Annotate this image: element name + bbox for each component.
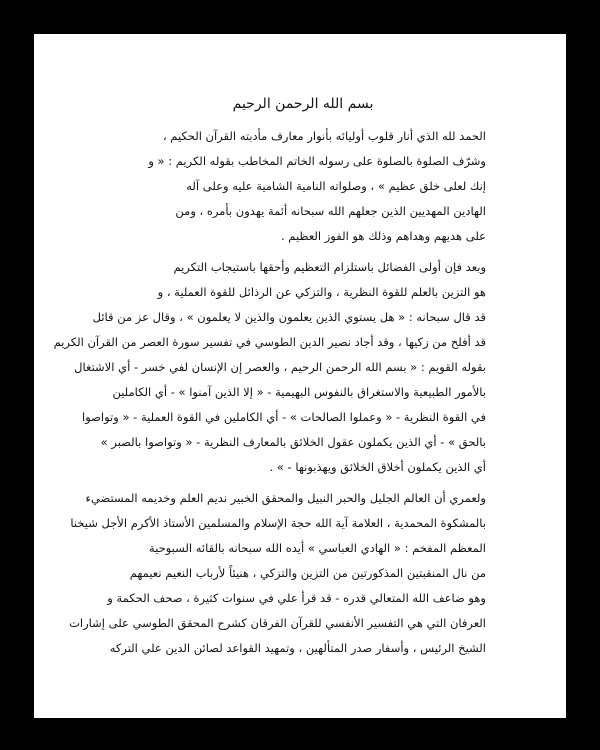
text-line: من نال المنقبتين المذكورتين من التزين والتزكي ، هنيئاً لأرباب النعيم نعيمهم	[129, 566, 486, 580]
text-line: الهادين المهديين الذين جعلهم الله سبحانه أئمة يهدون بأمره ، ومن	[175, 204, 486, 218]
text-line: إنك لعلى خلق عظيم » ، وصلواته النامية الشامية عليه وعلى آله	[186, 179, 486, 193]
text-line: هو التزين بالعلم للقوة النظرية ، والتزكي عن الرذائل للقوة العملية ، و	[157, 285, 486, 299]
text-line: أي الذين يكملون أخلاق الخلائق ويهذبونها - » .	[269, 460, 486, 474]
text-line: ولعمري أن العالم الجليل والحبر النبيل والمحقق الخبير نديم العلم وخديمه المستضيء	[85, 491, 486, 505]
text-line: الشيخ الرئيس ، وأسفار صدر المتألهين ، وتمهيد القواعد لصائن الدين علي التركه	[109, 641, 486, 655]
manuscript-text	[53, 92, 486, 661]
basmala-heading: بسم الله الرحمن الرحيم	[232, 96, 374, 112]
text-line: بالأمور الطبيعية والاستغراق بالنفوس البهيمية - « إلا الذين آمنوا » - أي الكاملين	[112, 385, 486, 399]
text-line: بالمشكوة المحمدية ، العلامة آية الله حجة الإسلام والمسلمين الأستاذ الأكرم الأجل شيخنا	[70, 516, 486, 530]
text-line: قد قال سبحانه : « هل يستوي الذين يعلمون والذين لا يعلمون » ، وقال عز من قائل	[92, 310, 486, 324]
text-line: العرفان التي هي التفسير الأنفسي للقرآن الفرقان كشرح المحقق الطوسي على إشارات	[69, 616, 486, 630]
text-line: قد أفلح من زكيها ، وقد أجاد نصير الدين الطوسي في تفسير سورة العصر من القرآن الكريم	[53, 335, 486, 349]
text-line: في القوة النظرية - « وعملوا الصالحات » - أي الكاملين في القوة العملية - « وتواصوا	[82, 410, 486, 424]
text-line: وهو ضاعف الله المتعالي قدره - قد قرأ علي في سنوات كثيرة ، صحف الحكمة و	[107, 591, 486, 605]
text-line: وبعد فإن أولى الفضائل باستلزام التعظيم وأحقها باستيجاب التكريم	[173, 260, 486, 274]
text-line: على هديهم وهداهم وذلك هو الفوز العظيم .	[280, 229, 486, 243]
text-line: وشرّف الصلوة بالصلوة على رسوله الخاتم المخاطب بقوله الكريم : « و	[148, 154, 486, 168]
text-line: المعظم المفخم : « الهادي العباسي » أيده الله سبحانه بالقائه السبوحية	[149, 541, 486, 555]
text-line: الحمد لله الذي أنار قلوب أوليائه بأنوار معارف مأدبته القرآن الحكيم ،	[162, 129, 486, 143]
text-line: بالحق » - أي الذين يكملون عقول الخلائق بالمعارف النظرية - « وتواصوا بالصبر »	[100, 435, 486, 449]
manuscript-page	[34, 34, 566, 718]
text-line: بقوله القويم : « بسم الله الرحمن الرحيم ، والعصر إن الإنسان لفي خسر - أي الاشتغال	[74, 360, 486, 374]
